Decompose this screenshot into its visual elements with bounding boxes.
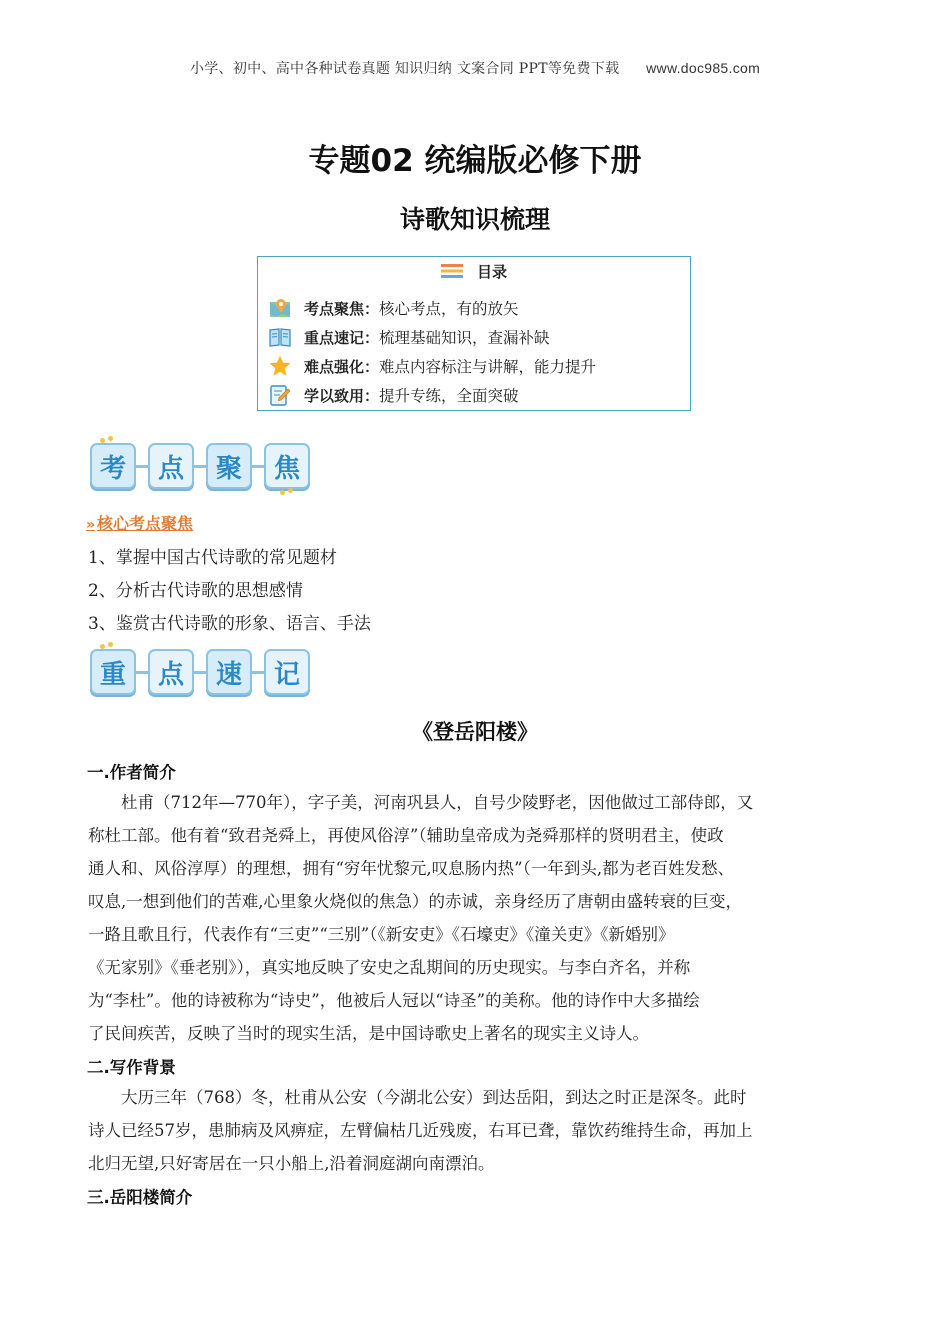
- section-heading: 二.写作背景: [87, 1058, 176, 1077]
- banner-char: 重: [99, 659, 126, 690]
- toc-value: 难点内容标注与讲解，能力提升: [379, 358, 597, 376]
- toc-key: 学以致用：: [304, 386, 380, 405]
- toc-heading: [258, 261, 690, 282]
- toc-item: [268, 382, 519, 408]
- toc-value: 梳理基础知识，查漏补缺: [379, 329, 550, 347]
- text-line: 诗人已经57岁，患肺病及风痹症，左臂偏枯几近残废，右耳已聋，靠饮药维持生命，再加上: [88, 1121, 753, 1140]
- banner-tile: [206, 443, 252, 489]
- main-title: 专题02 统编版必修下册: [308, 143, 642, 179]
- section-tag-text: 核心考点聚焦: [97, 514, 194, 533]
- header-site[interactable]: www.doc985.com: [646, 60, 761, 76]
- star-icon: [268, 354, 292, 378]
- banner-char: 记: [273, 659, 300, 690]
- toc-key: 考点聚焦：: [304, 299, 380, 318]
- table-of-contents: [257, 256, 691, 411]
- toc-value: 提升专练，全面突破: [379, 387, 519, 405]
- key-point: 1、掌握中国古代诗歌的常见题材: [88, 548, 337, 568]
- banner-char: 点: [157, 453, 184, 484]
- section-tag: [86, 511, 193, 534]
- banner-tile: [264, 443, 310, 489]
- header-text: 小学、初中、高中各种试卷真题 知识归纳 文案合同 PPT等免费下载: [189, 61, 620, 77]
- key-point: 2、分析古代诗歌的思想感情: [88, 581, 303, 601]
- page-header: [0, 58, 950, 78]
- edit-icon: [268, 383, 292, 407]
- section-heading: 一.作者简介: [87, 763, 176, 782]
- banner-tile: [264, 649, 310, 695]
- double-chevron-icon: »: [86, 517, 96, 533]
- book-icon: [268, 325, 292, 349]
- text-line: 杜甫（712年—770年），字子美，河南巩县人，自号少陵野老，因他做过工部侍郎，又: [88, 793, 754, 812]
- toc-heading-text: 目录: [476, 263, 507, 281]
- text-line: 《无家别》《垂老别》），真实地反映了安史之乱期间的历史现实。与李白齐名，并称: [88, 958, 691, 977]
- text-line: 大历三年（768）冬，杜甫从公安（今湖北公安）到达岳阳，到达之时正是深冬。此时: [88, 1088, 747, 1107]
- sub-title: 诗歌知识梳理: [399, 205, 550, 234]
- zhongdian-banner: [90, 649, 310, 695]
- text-line: 为“李杜”。他的诗被称为“诗史”，他被后人冠以“诗圣”的美称。他的诗作中大多描绘: [88, 991, 700, 1010]
- banner-char: 聚: [215, 453, 242, 484]
- banner-char: 速: [215, 659, 242, 690]
- banner-tile: [148, 443, 194, 489]
- banner-char: 点: [157, 659, 184, 690]
- toc-key: 重点速记：: [304, 328, 380, 347]
- text-line: 了民间疾苦，反映了当时的现实生活，是中国诗歌史上著名的现实主义诗人。: [88, 1024, 649, 1043]
- kaodian-banner: [90, 443, 310, 489]
- text-line: 一路且歌且行，代表作有“三吏”“三别”（《新安吏》《石壕吏》《潼关吏》《新婚别》: [88, 925, 675, 944]
- toc-item: [268, 324, 550, 350]
- text-line: 北归无望,只好寄居在一只小船上,沿着洞庭湖向南漂泊。: [88, 1154, 495, 1173]
- banner-tile: [90, 649, 136, 695]
- key-point: 3、鉴赏古代诗歌的形象、语言、手法: [88, 614, 371, 634]
- banner-char: 焦: [273, 453, 300, 484]
- map-pin-icon: [268, 296, 292, 320]
- toc-key: 难点强化：: [304, 357, 380, 376]
- text-line: 称杜工部。他有着“致君尧舜上，再使风俗淳”（辅助皇帝成为尧舜那样的贤明君主，使政: [88, 826, 724, 845]
- banner-tile: [148, 649, 194, 695]
- poem-title: 《登岳阳楼》: [412, 720, 538, 744]
- text-line: 通人和、风俗淳厚）的理想，拥有“穷年忧黎元,叹息肠内热”（一年到头,都为老百姓发愁、: [88, 859, 735, 878]
- banner-tile: [206, 649, 252, 695]
- toc-item: [268, 353, 596, 379]
- list-icon: [441, 264, 463, 282]
- banner-tile: [90, 443, 136, 489]
- text-line: 叹息,一想到他们的苦难,心里象火烧似的焦急）的赤诚，亲身经历了唐朝由盛转衰的巨变，: [88, 892, 742, 911]
- toc-item: [268, 295, 519, 321]
- section-heading: 三.岳阳楼简介: [87, 1188, 193, 1207]
- toc-value: 核心考点，有的放矢: [379, 300, 519, 318]
- banner-char: 考: [99, 453, 126, 484]
- background-paragraph: [88, 1081, 878, 1180]
- author-paragraph: [88, 786, 878, 1050]
